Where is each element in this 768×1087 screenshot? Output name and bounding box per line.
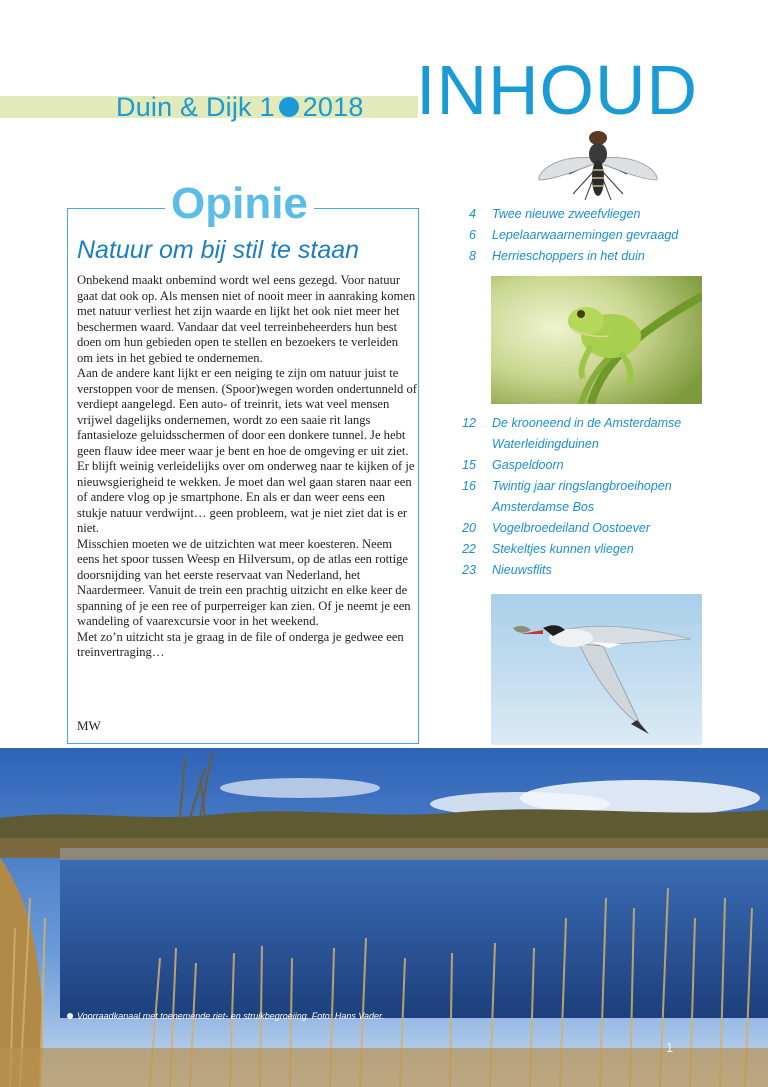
section-title: INHOUD — [416, 51, 699, 129]
toc-item[interactable] — [450, 518, 750, 539]
toc-page-number: 23 — [462, 563, 476, 577]
toc-group-2 — [450, 413, 750, 581]
opinion-paragraph: Onbekend maakt onbemind wordt wel eens gezegd. Voor natuur gaat dat ook op. Als mensen niet of nooit meer in aanraking komen met natuur verliest het zijn waarde en lijkt het ook niet meer het beschermen waard. Vandaar dat veel terreinbeheerders hun best doen om hun gebieden open te stellen en bezoekers te verleiden om iets in het gebied te ondernemen. — [77, 273, 416, 365]
toc-page-number: 8 — [469, 249, 476, 263]
toc-item[interactable] — [450, 455, 750, 476]
toc-item[interactable] — [450, 413, 750, 455]
issue-line — [116, 92, 364, 123]
opinion-body — [77, 273, 417, 661]
toc-title: Twintig jaar ringslangbroeihopen Amsterdamse Bos — [492, 479, 672, 514]
tree-frog-photo — [491, 276, 702, 404]
opinion-subtitle: Natuur om bij stil te staan — [77, 236, 360, 264]
toc-item[interactable] — [450, 476, 750, 518]
toc-page-number: 20 — [462, 521, 476, 535]
toc-group-1 — [450, 204, 750, 267]
toc-title: De krooneend in de Amsterdamse Waterleidingduinen — [492, 416, 682, 451]
photo-caption — [67, 1011, 384, 1021]
toc-page-number: 15 — [462, 458, 476, 472]
toc-item[interactable] — [450, 246, 750, 267]
page-number: 1 — [666, 1040, 674, 1055]
toc-title: Lepelaarwaarnemingen gevraagd — [492, 228, 679, 242]
toc-title: Vogelbroedeiland Oostoever — [492, 521, 650, 535]
caption-bullet-icon — [67, 1013, 73, 1019]
hoverfly-photo — [533, 124, 663, 204]
toc-title: Herrieschoppers in het duin — [492, 249, 645, 263]
caption-text: Voorraadkanaal met toenemende riet- en struikbegroeiing. Foto: Hans Vader. — [77, 1011, 385, 1021]
toc-page-number: 16 — [462, 479, 476, 493]
opinion-signature: MW — [77, 718, 101, 733]
toc-page-number: 4 — [469, 207, 476, 221]
opinion-paragraph: Aan de andere kant lijkt er een neiging te zijn om natuur juist te verstoppen voor de mensen. (Spoor)wegen worden ondertunneld of verdiept aangelegd. Een auto- of treinrit, iets wat veel mensen vrijwel dagelijks ondernemen, wordt zo een saaie rit langs fantasieloze geluidsschermen of door een donkere tunnel. Je hebt geen flauw idee meer waar je bent en hoe de omgeving er uit ziet. Er blijft weinig verleidelijks over om onderweg naar te kijken of je nieuwsgierigheid te wekken. Je moet dan wel gaan staren naar een of andere vlog op je smartphone. En als er dan weer eens een stukje natuur verdwijnt… geen probleem, wat je niet ziet dat is er niet. — [77, 366, 417, 535]
tern-photo — [491, 594, 702, 745]
toc-title: Twee nieuwe zweefvliegen — [492, 207, 641, 221]
toc-page-number: 6 — [469, 228, 476, 242]
toc-title: Gaspeldoorn — [492, 458, 564, 472]
landscape-photo — [0, 748, 768, 1087]
toc-page-number: 12 — [462, 416, 476, 430]
issue-number: 1 — [259, 92, 275, 122]
toc-item[interactable] — [450, 539, 750, 560]
toc-title: Nieuwsflits — [492, 563, 552, 577]
issue-dot-icon — [279, 97, 299, 117]
opinion-title: Opinie — [165, 180, 314, 228]
opinion-paragraph: Met zo’n uitzicht sta je graag in de file of onderga je gedwee een treinvertraging… — [77, 629, 404, 659]
toc-item[interactable] — [450, 204, 750, 225]
magazine-name: Duin & Dijk — [116, 92, 252, 122]
toc-title: Stekeltjes kunnen vliegen — [492, 542, 634, 556]
toc-item[interactable] — [450, 560, 750, 581]
opinion-paragraph: Misschien moeten we de uitzichten wat meer koesteren. Neem eens het spoor tussen Weesp en Hilversum, op de atlas een rottige doorsnijding van het eerste reservaat van Nederland, het Naardermeer. Vanuit de trein een prachtig uitzicht en elke keer de spanning of je een ree of purperreiger kan zien. Of je neemt je een wandeling of vaarexcursie voor in het weekend. — [77, 536, 411, 628]
issue-year: 2018 — [302, 92, 364, 122]
toc-item[interactable] — [450, 225, 750, 246]
toc-page-number: 22 — [462, 542, 476, 556]
